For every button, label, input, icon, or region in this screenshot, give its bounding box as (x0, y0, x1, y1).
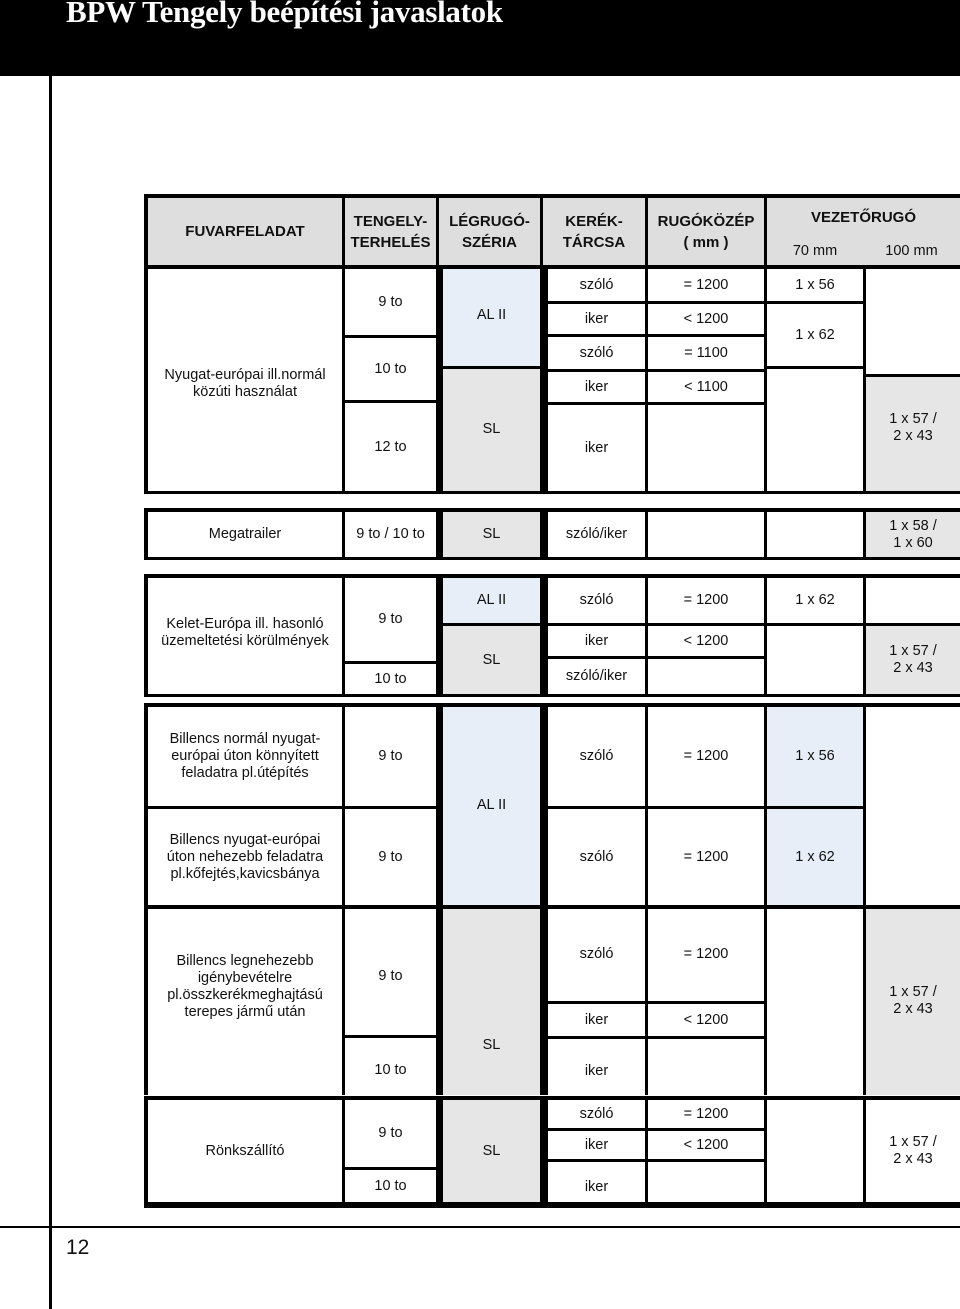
spring-70-cell (767, 909, 863, 1095)
group-western-europe (144, 265, 960, 494)
wheel-cell: szóló/iker (548, 512, 645, 557)
spring-70-cell: 1 x 62 (767, 578, 863, 623)
centre-cell: = 1200 (648, 809, 764, 906)
spring-70-cell (767, 512, 863, 557)
centre-cell (648, 405, 764, 491)
header-spring-centre: RUGÓKÖZÉP ( mm ) (648, 198, 764, 265)
load-cell: 9 to (345, 707, 436, 806)
spring-70-cell (767, 626, 863, 694)
wheel-cell: iker (548, 304, 645, 334)
wheel-cell: szóló (548, 909, 645, 1001)
guide-70mm: 70 mm (792, 243, 838, 259)
spring-100-cell (866, 269, 960, 374)
spring-100-cell: 1 x 57 / 2 x 43 (866, 1100, 960, 1202)
load-cell: 9 to (345, 269, 436, 335)
centre-cell: < 1200 (648, 304, 764, 334)
spring-70-cell: 1 x 56 (767, 707, 863, 806)
series-cell: AL II (443, 269, 540, 366)
wheel-cell: iker (548, 1131, 645, 1159)
wheel-cell: szóló (548, 337, 645, 369)
spring-100-cell (866, 578, 960, 623)
centre-cell (648, 1162, 764, 1202)
wheel-cell: szóló (548, 707, 645, 806)
footer-rule (0, 1226, 960, 1228)
header-guide-spring (767, 198, 960, 265)
wheel-cell: szóló (548, 1100, 645, 1128)
series-cell: SL (443, 909, 540, 1095)
wheel-cell: iker (548, 1162, 645, 1202)
load-cell: 12 to (345, 403, 436, 491)
centre-cell: = 1200 (648, 269, 764, 301)
wheel-cell: iker (548, 372, 645, 402)
centre-cell: = 1100 (648, 337, 764, 369)
group-tipper-light (144, 703, 960, 906)
load-cell: 9 to (345, 809, 436, 906)
wheel-cell: szóló (548, 809, 645, 906)
load-cell: 9 to (345, 1100, 436, 1167)
header-task: FUVARFELADAT (148, 198, 342, 265)
series-cell: AL II (443, 707, 540, 906)
header-air-spring-series: LÉGRUGÓ- SZÉRIA (439, 198, 540, 265)
centre-cell (648, 512, 764, 557)
header-wheel-disc: KERÉK- TÁRCSA (543, 198, 645, 265)
centre-cell: < 1100 (648, 372, 764, 402)
spring-70-cell: 1 x 56 (767, 269, 863, 301)
load-cell: 10 to (345, 1170, 436, 1202)
wheel-cell: iker (548, 1004, 645, 1036)
group-timber-transport (144, 1096, 960, 1208)
wheel-cell: szóló/iker (548, 659, 645, 694)
centre-cell: = 1200 (648, 707, 764, 806)
spring-70-cell (767, 1100, 863, 1202)
load-cell: 10 to (345, 664, 436, 694)
series-cell: SL (443, 369, 540, 491)
task-cell: Rönkszállító (148, 1100, 342, 1202)
task-cell: Billencs legnehezebb igénybevételre pl.összkerékmeghajtású terepes jármű után (148, 909, 342, 1095)
guide-spring-title: VEZETŐRUGÓ (810, 209, 916, 226)
task-cell: Billencs normál nyugat- európai úton könnyített feladatra pl.útépítés (148, 707, 342, 806)
spring-100-cell: 1 x 58 / 1 x 60 (866, 512, 960, 557)
page-title: BPW Tengely beépítési javaslatok (66, 0, 503, 29)
spring-70-cell (767, 369, 863, 491)
centre-cell: = 1200 (648, 909, 764, 1001)
load-cell: 9 to (345, 909, 436, 1035)
margin-rule (49, 76, 52, 1309)
group-megatrailer (144, 508, 960, 560)
series-cell: SL (443, 1100, 540, 1202)
spring-100-cell: 1 x 57 / 2 x 43 (866, 909, 960, 1095)
wheel-cell: iker (548, 1039, 645, 1095)
table-header (144, 194, 960, 269)
group-eastern-europe (144, 574, 960, 697)
title-bar (0, 0, 960, 76)
task-cell: Kelet-Európa ill. hasonló üzemeltetési körülmények (148, 578, 342, 694)
wheel-cell: iker (548, 626, 645, 656)
page-number: 12 (66, 1236, 90, 1259)
centre-cell: < 1200 (648, 1131, 764, 1159)
task-cell: Nyugat-európai ill.normál közúti használat (148, 269, 342, 491)
spring-100-cell: 1 x 57 / 2 x 43 (866, 377, 960, 491)
task-cell: Megatrailer (148, 512, 342, 557)
load-cell: 10 to (345, 1038, 436, 1095)
task-cell: Billencs nyugat-európai úton nehezebb feladatra pl.kőfejtés,kavicsbánya (148, 809, 342, 906)
load-cell: 9 to (345, 578, 436, 661)
wheel-cell: szóló (548, 269, 645, 301)
centre-cell: < 1200 (648, 626, 764, 656)
wheel-cell: iker (548, 405, 645, 491)
series-cell: SL (443, 626, 540, 694)
centre-cell (648, 659, 764, 694)
centre-cell: < 1200 (648, 1004, 764, 1036)
centre-cell (648, 1039, 764, 1095)
series-cell: SL (443, 512, 540, 557)
centre-cell: = 1200 (648, 1100, 764, 1128)
spring-70-cell: 1 x 62 (767, 809, 863, 906)
header-axle-load: TENGELY- TERHELÉS (345, 198, 436, 265)
load-cell: 9 to / 10 to (345, 512, 436, 557)
spring-100-cell: 1 x 57 / 2 x 43 (866, 626, 960, 694)
centre-cell: = 1200 (648, 578, 764, 623)
spring-70-cell: 1 x 62 (767, 304, 863, 366)
load-cell: 10 to (345, 338, 436, 400)
spring-100-cell (866, 707, 960, 906)
series-cell: AL II (443, 578, 540, 623)
wheel-cell: szóló (548, 578, 645, 623)
group-tipper-heavy (144, 905, 960, 1095)
guide-100mm: 100 mm (885, 243, 938, 259)
